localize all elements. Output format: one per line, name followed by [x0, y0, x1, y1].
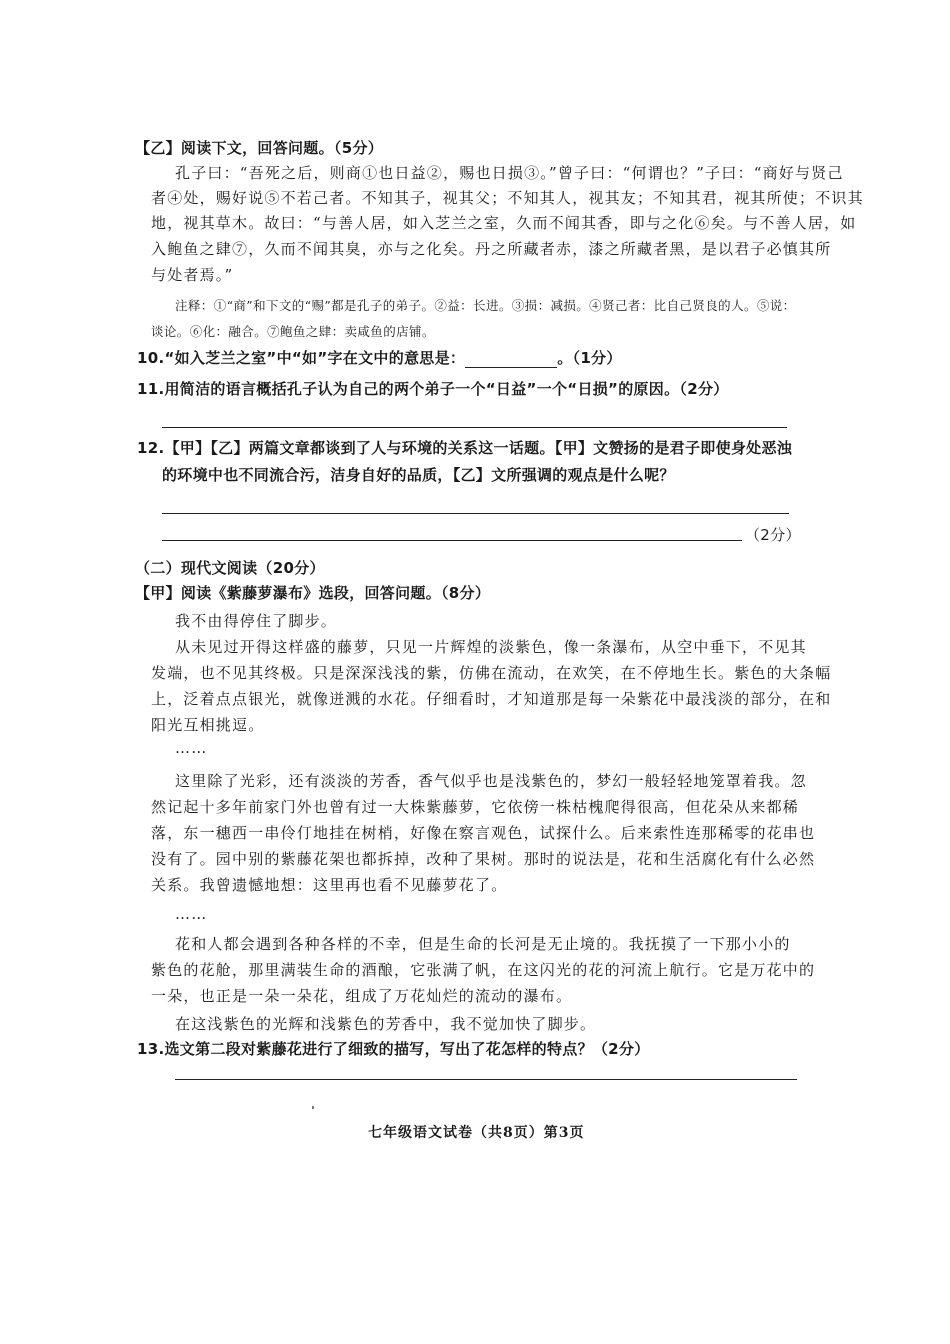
question-12-line2: 的环境中也不同流合污，洁身自好的品质，【乙】文所强调的观点是什么呢？: [162, 466, 675, 484]
annotation-line: 谈论。⑥化：融合。⑦鲍鱼之肆：卖咸鱼的店铺。: [151, 324, 435, 339]
question-13: 13.选文第二段对紫藤花进行了细致的描写，写出了花怎样的特点？（2分）: [137, 1040, 650, 1058]
question-12-line1: 12.【甲】【乙】两篇文章都谈到了人与环境的关系这一话题。【甲】文赞扬的是君子即使身处恶浊: [137, 439, 793, 457]
section-yi-heading: 【乙】阅读下文，回答问题。（5分）: [135, 139, 384, 157]
passage-line: 上，泛着点点银光，就像迸溅的水花。仔细看时，才知道那是每一朵紫花中最浅淡的部分，在和: [151, 690, 832, 708]
question-10-score: 。（1分）: [557, 349, 622, 367]
passage-line: 一朵，也正是一朵一朵花，组成了万花灿烂的流动的瀑布。: [151, 987, 573, 1005]
question-11: 11.用简洁的语言概括孔子认为自己的两个弟子一个“日益”一个“日损”的原因。（2分）: [137, 380, 729, 398]
passage-line: 从未见过开得这样盛的藤萝，只见一片辉煌的淡紫色，像一条瀑布，从空中垂下，不见其: [175, 638, 807, 656]
passage-line: 阳光互相挑逗。: [151, 716, 265, 734]
question-10-text: 10.“如入芝兰之室”中“如”字在文中的意思是：: [137, 349, 466, 367]
passage-line: 这里除了光彩，还有淡淡的芳香，香气似乎也是浅紫色的，梦幻一般轻轻地笼罩着我。忽: [175, 772, 807, 790]
passage-line: 发端，也不见其终极。只是深深浅浅的紫，仿佛在流动，在欢笑，在不停地生长。紫色的大条幅: [151, 664, 832, 682]
answer-line-13[interactable]: [175, 1079, 797, 1080]
annotation-line: 注释：①“商”和下文的“赐”都是孔子的弟子。②益：长进。③损：减损。④贤己者：比自己贤良的人。⑤说：: [175, 298, 796, 313]
passage-line: 关系。我曾遗憾地想：这里再也看不见藤萝花了。: [151, 876, 508, 894]
passage-paragraph: 我不由得停住了脚步。: [175, 612, 338, 630]
ellipsis: ……: [175, 739, 208, 757]
answer-blank-10[interactable]: [465, 353, 557, 368]
answer-line-12a[interactable]: [162, 513, 789, 514]
question-12-score: （2分）: [745, 526, 801, 544]
passage-line: 花和人都会遇到各种各样的不幸，但是生命的长河是无止境的。我抚摸了一下那小小的: [175, 935, 791, 953]
passage-line: 然记起十多年前家门外也曾有过一大株紫藤萝，它依傍一株枯槐爬得很高，但花朵从来都稀: [151, 798, 800, 816]
passage-line: 没有了。园中别的紫藤花架也都拆掉，改种了果树。那时的说法是，花和生活腐化有什么必然: [151, 850, 816, 868]
classical-text-line: 与处者焉。”: [151, 266, 234, 284]
answer-line-11[interactable]: [162, 427, 787, 428]
classical-text-line: 孔子曰：“吾死之后，则商①也日益②，赐也日损③。”曾子曰：“何谓也？”子曰：“商好与贤己: [175, 164, 844, 182]
passage-paragraph: 在这浅紫色的光辉和浅紫色的芳香中，我不觉加快了脚步。: [175, 1015, 597, 1033]
ellipsis: ……: [175, 905, 208, 923]
answer-line-12b[interactable]: [162, 540, 742, 541]
page-footer: 七年级语文试卷（共8页）第3页: [368, 1125, 585, 1141]
modern-section-heading: （二）现代文阅读（20分）: [135, 559, 325, 577]
classical-text-line: 入鲍鱼之肆⑦，久而不闻其臭，亦与之化矣。丹之所藏者赤，漆之所藏者黑，是以君子必慎其所: [151, 240, 832, 258]
classical-text-line: 地，视其草木。故曰：“与善人居，如入芝兰之室，久而不闻其香，即与之化⑥矣。与不善人居，如: [151, 214, 857, 232]
passage-line: 紫色的花舱，那里满装生命的酒酿，它张满了帆，在这闪光的花的河流上航行。它是万花中的: [151, 961, 816, 979]
modern-sub-heading: 【甲】阅读《紫藤萝瀑布》选段，回答问题。（8分）: [135, 584, 491, 602]
classical-text-line: 者④处，赐好说⑤不若己者。不知其子，视其父；不知其人，视其友；不知其君，视其所使；不识其: [151, 189, 864, 207]
question-10: [137, 347, 622, 368]
scan-speck: [312, 1106, 314, 1109]
passage-line: 落，东一穗西一串伶仃地挂在树梢，好像在察言观色，试探什么。后来索性连那稀零的花串也: [151, 824, 816, 842]
